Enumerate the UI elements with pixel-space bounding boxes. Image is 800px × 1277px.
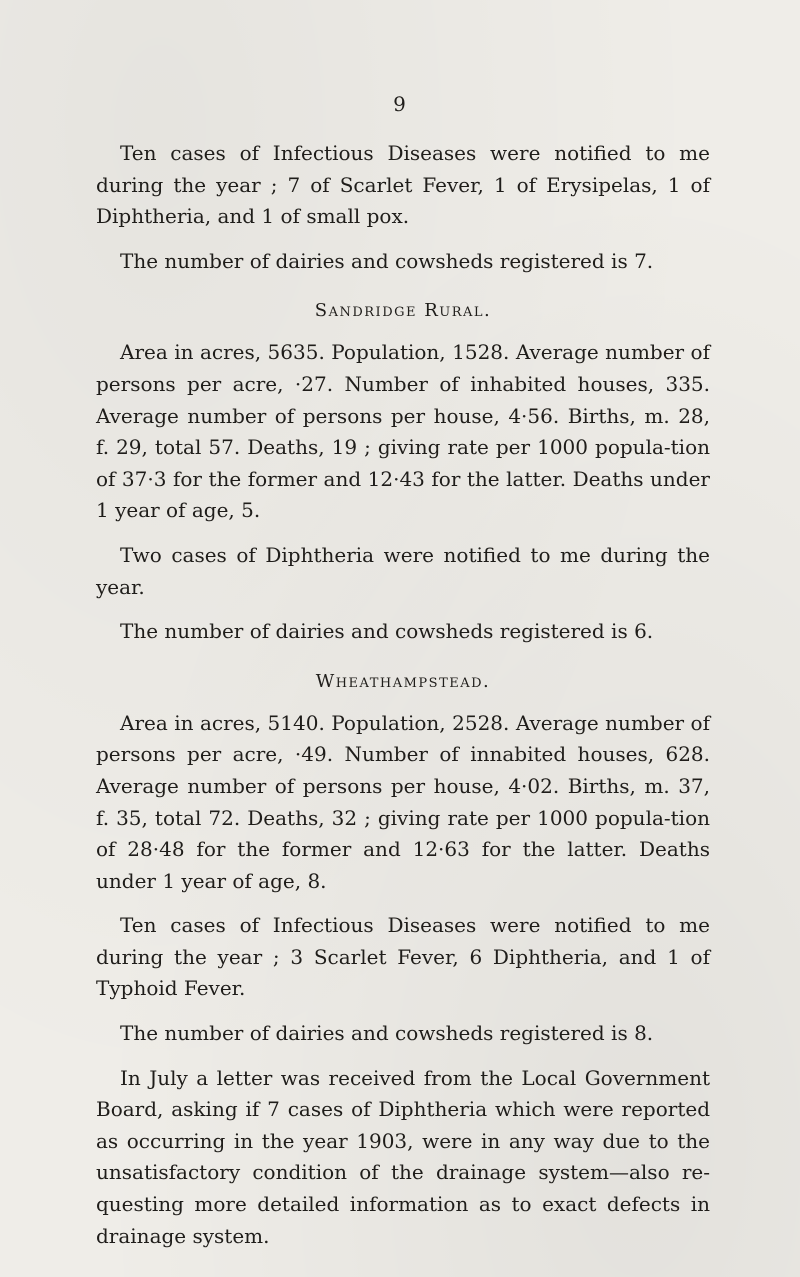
- heading-sandridge-rural: Sandridge Rural.: [314, 300, 492, 322]
- paragraph-infectious-diseases: Ten cases of Infectious Diseases were notified to me during the year ; 7 of Scarlet Fever, 1 of Erysipelas, 1 of Diphtheria, and 1 of small pox.: [96, 141, 710, 229]
- paragraph-sandridge-statistics: Area in acres, 5635. Population, 1528. Average number of persons per acre, ·27. Number of inhabited houses, 335. Average number of persons per house, 4·56. Births, m. 28, f. 29, total 57. Deaths, 19 ; giving rate per 1000 popula-tion of 37·3 for the former and 12·43 for the latter. Deaths under 1 year of age, 5.: [96, 340, 710, 523]
- page-body: [96, 138, 710, 1252]
- page-number: 9: [393, 92, 407, 116]
- paragraph-lgb-letter: In July a letter was received from the Local Government Board, asking if 7 cases of Diphtheria which were reported as occurring in the year 1903, were in any way due to the unsatisfactory condition of the drainage system—also re-questing more detailed information as to exact defects in drainage system.: [96, 1065, 710, 1248]
- paragraph-wheathampstead-statistics: Area in acres, 5140. Population, 2528. Average number of persons per acre, ·49. Number of innabited houses, 628. Average number of persons per house, 4·02. Births, m. 37, f. 35, total 72. Deaths, 32 ; giving rate per 1000 popula-tion of 28·48 for the former and 12·63 for the latter. Deaths under 1 year of age, 8.: [96, 710, 710, 893]
- paragraph-dairies-count: The number of dairies and cowsheds registered is 7.: [120, 248, 654, 273]
- paragraph-wheathampstead-dairies: The number of dairies and cowsheds registered is 8.: [120, 1021, 654, 1046]
- heading-wheathampstead: Wheathampstead.: [315, 670, 491, 692]
- paragraph-sandridge-dairies: The number of dairies and cowsheds registered is 6.: [120, 619, 654, 644]
- paragraph-sandridge-diphtheria: Two cases of Diphtheria were notified to me during the year.: [96, 542, 710, 599]
- paragraph-wheathampstead-infectious: Ten cases of Infectious Diseases were notified to me during the year ; 3 Scarlet Fever, 6 Diphtheria, and 1 of Typhoid Fever.: [96, 913, 710, 1001]
